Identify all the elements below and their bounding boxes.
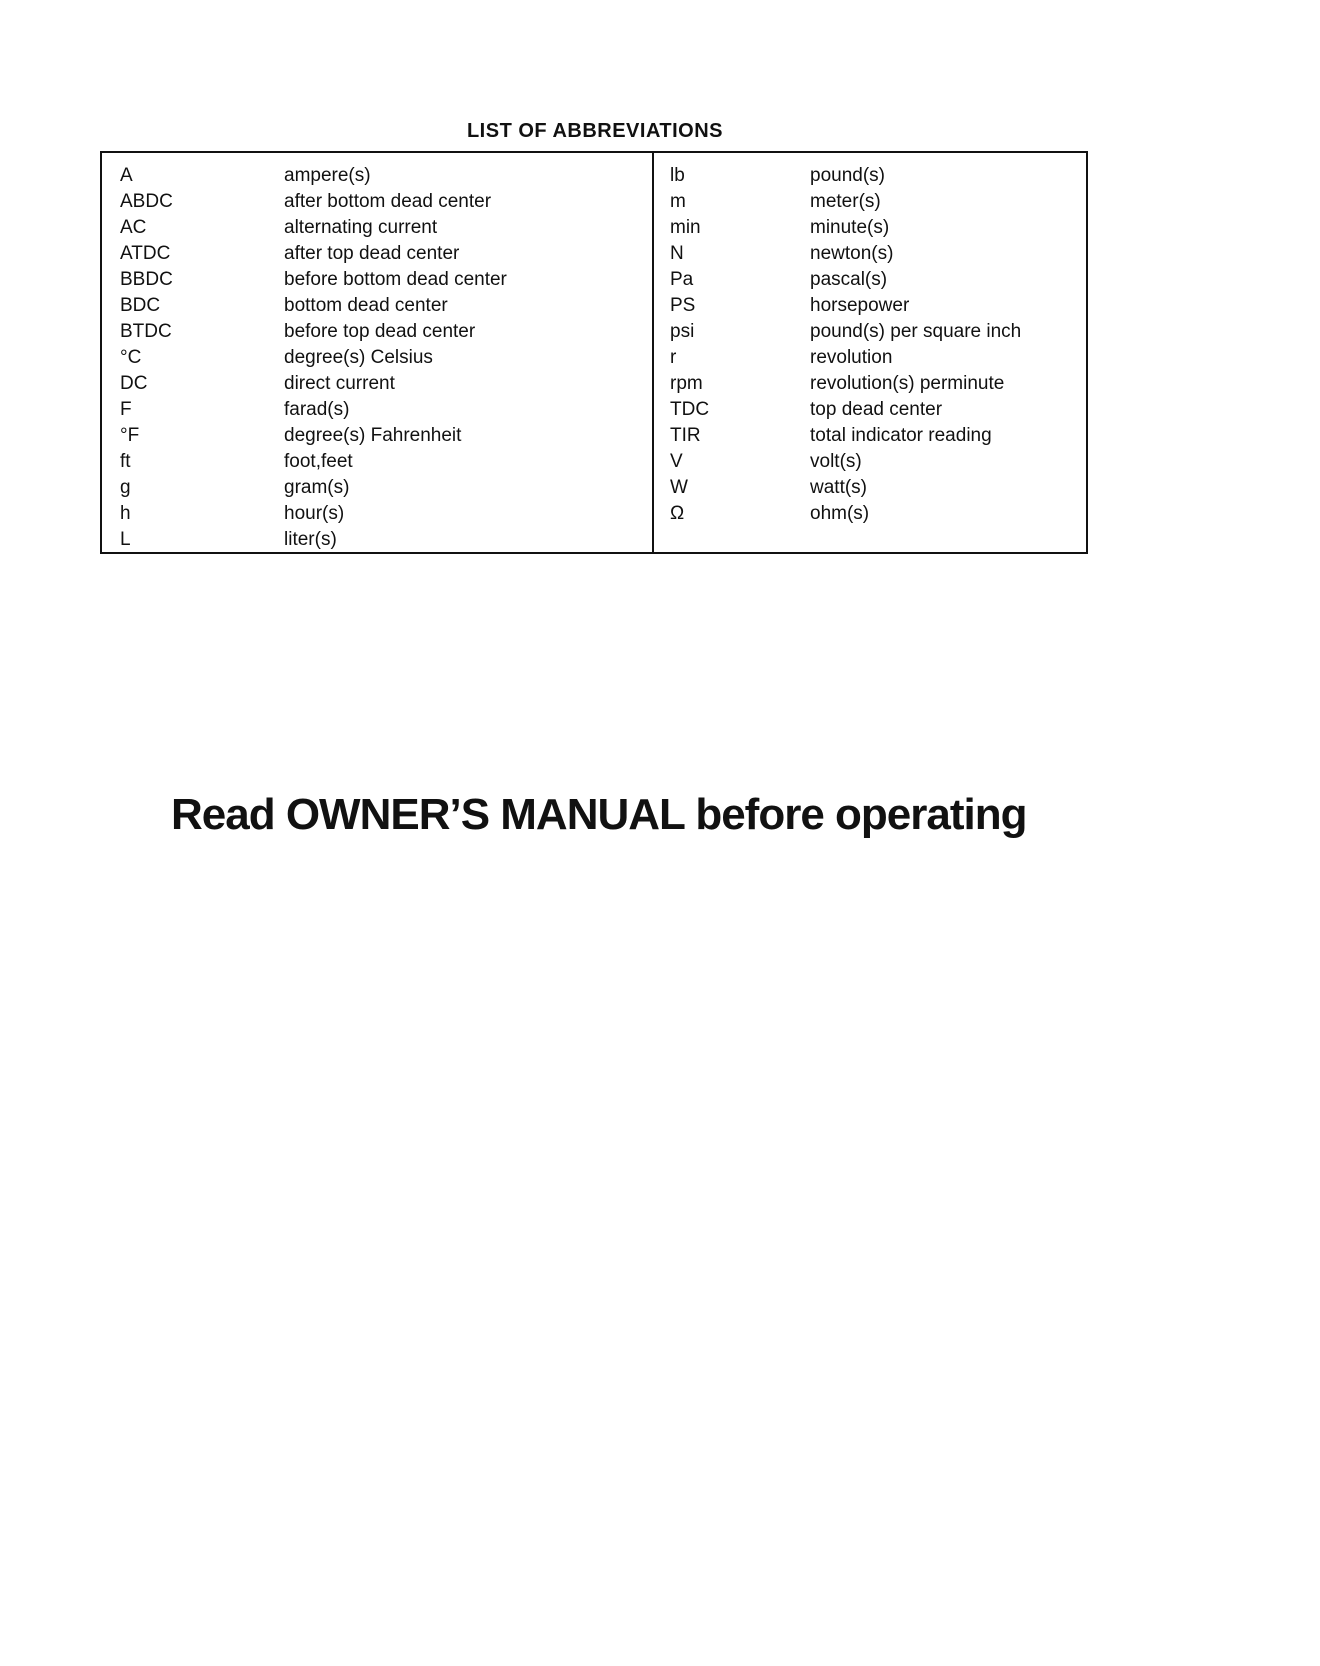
definition: after top dead center <box>284 243 460 264</box>
abbreviation: BBDC <box>120 269 173 290</box>
abbreviation: ABDC <box>120 191 173 212</box>
definition: pound(s) <box>810 165 885 186</box>
definition: meter(s) <box>810 191 881 212</box>
abbreviation: Pa <box>670 269 694 290</box>
definition: newton(s) <box>810 243 894 264</box>
abbreviation: AC <box>120 217 147 238</box>
abbreviation: ft <box>120 451 131 472</box>
abbreviation: r <box>670 347 677 368</box>
abbreviation: ATDC <box>120 243 171 264</box>
abbreviation: m <box>670 191 686 212</box>
abbreviation: TDC <box>670 399 710 420</box>
abbreviations-table <box>100 151 1088 554</box>
definition: ohm(s) <box>810 503 870 524</box>
definition: pascal(s) <box>810 269 888 290</box>
abbreviation: W <box>670 477 688 498</box>
abbreviation: min <box>670 217 701 238</box>
abbreviation: lb <box>670 165 685 186</box>
definition: top dead center <box>810 399 943 420</box>
definition: watt(s) <box>810 477 867 498</box>
definition: total indicator reading <box>810 425 992 446</box>
abbreviation: BDC <box>120 295 161 316</box>
definition: before bottom dead center <box>284 269 507 290</box>
definition: before top dead center <box>284 321 476 342</box>
abbreviation: °F <box>120 425 140 446</box>
definition: volt(s) <box>810 451 862 472</box>
abbreviation: °C <box>120 347 142 368</box>
definition: degree(s) Fahrenheit <box>284 425 462 446</box>
definition: ampere(s) <box>284 165 371 186</box>
abbreviation: psi <box>670 321 695 342</box>
column-divider <box>652 153 654 552</box>
abbreviation: rpm <box>670 373 703 394</box>
definition: horsepower <box>810 295 910 316</box>
page-title: LIST OF ABBREVIATIONS <box>466 120 724 142</box>
abbreviation: h <box>120 503 131 524</box>
abbreviation: TIR <box>670 425 701 446</box>
abbreviation: A <box>120 165 133 186</box>
abbreviation: BTDC <box>120 321 172 342</box>
definition: revolution <box>810 347 893 368</box>
abbreviation: g <box>120 477 131 498</box>
abbreviation: PS <box>670 295 696 316</box>
abbreviation: V <box>670 451 683 472</box>
definition: pound(s) per square inch <box>810 321 1022 342</box>
definition: farad(s) <box>284 399 350 420</box>
abbreviation: F <box>120 399 132 420</box>
abbreviation: L <box>120 529 131 550</box>
definition: degree(s) Celsius <box>284 347 433 368</box>
definition: after bottom dead center <box>284 191 492 212</box>
definition: alternating current <box>284 217 438 238</box>
owners-manual-notice: Read OWNER’S MANUAL before operating <box>171 790 1027 839</box>
definition: direct current <box>284 373 395 394</box>
abbreviation: N <box>670 243 684 264</box>
definition: liter(s) <box>284 529 337 550</box>
definition: revolution(s) perminute <box>810 373 1005 394</box>
definition: hour(s) <box>284 503 345 524</box>
definition: minute(s) <box>810 217 890 238</box>
definition: gram(s) <box>284 477 350 498</box>
abbreviation: Ω <box>670 503 685 524</box>
definition: foot,feet <box>284 451 353 472</box>
abbreviation: DC <box>120 373 148 394</box>
definition: bottom dead center <box>284 295 448 316</box>
